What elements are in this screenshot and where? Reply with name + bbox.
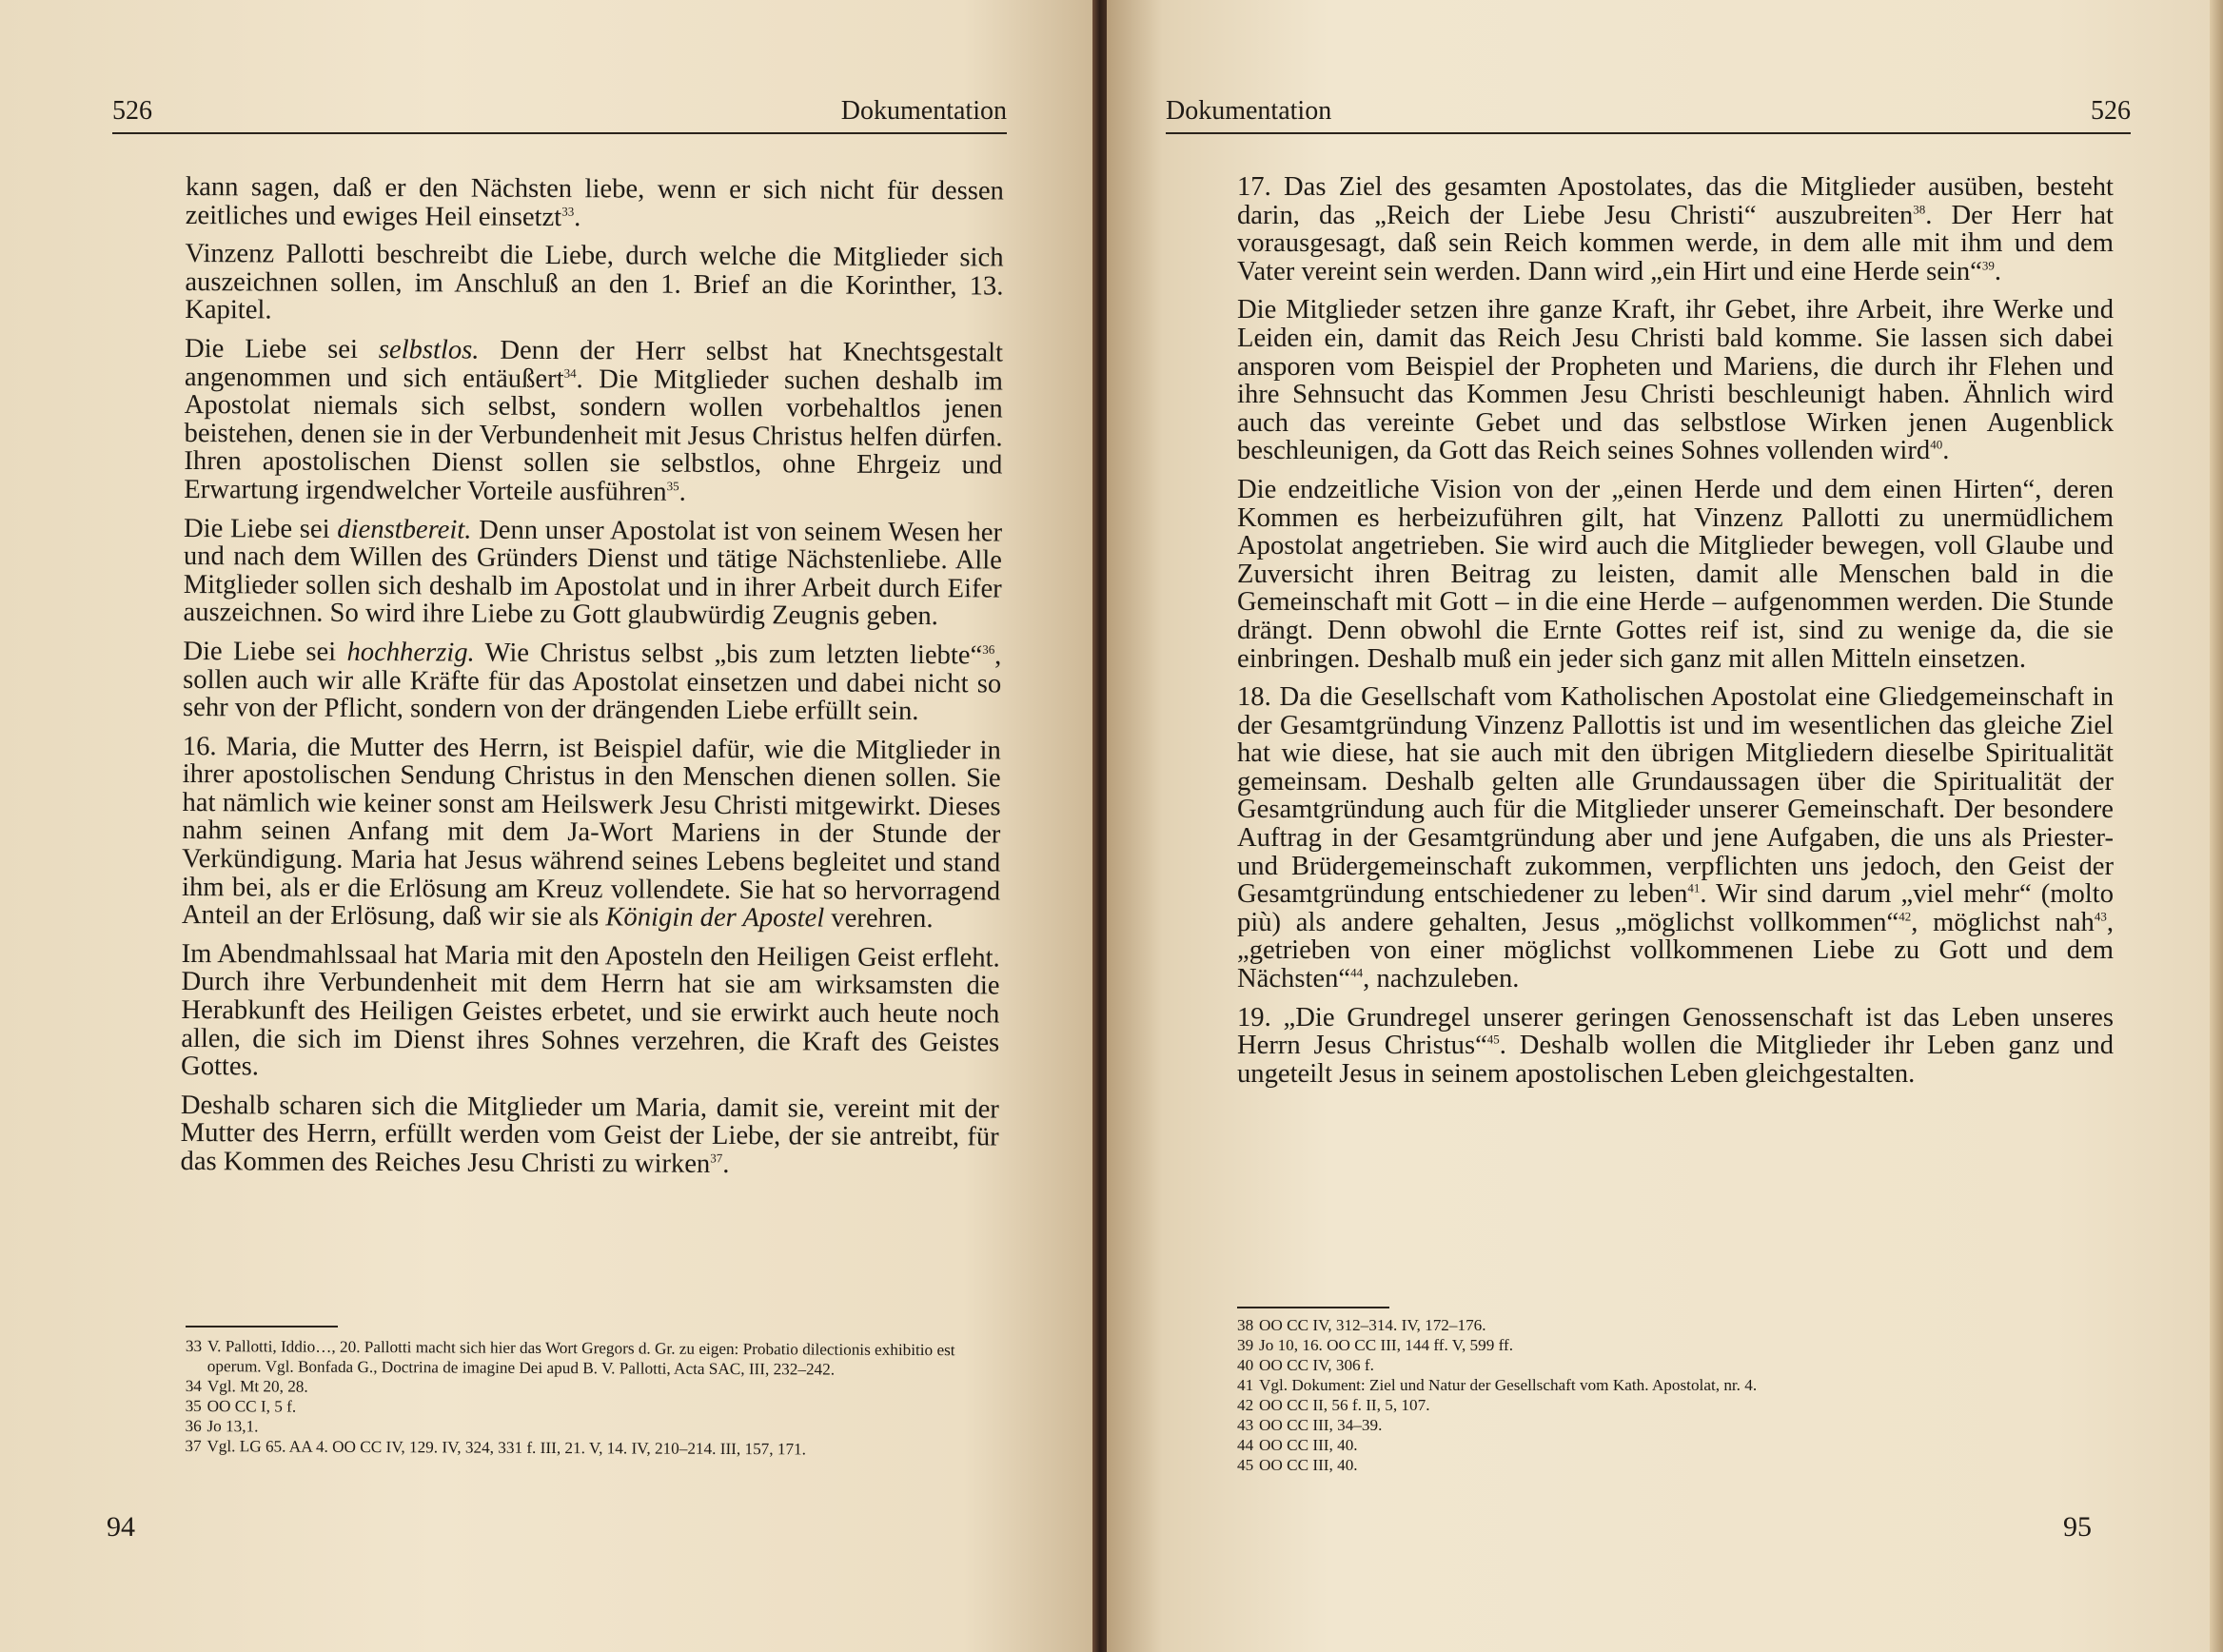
text-run: .: [679, 477, 686, 507]
text-run: verehren.: [824, 903, 934, 934]
footnote-number: 34: [185, 1376, 202, 1396]
header-page-number: 526: [112, 96, 152, 126]
paragraph: [1237, 476, 2114, 673]
text-run: .: [574, 202, 581, 232]
folio: 95: [2063, 1511, 2092, 1543]
footnote-number: 45: [1237, 1456, 1254, 1474]
text-run: Die endzeitliche Vision von der „einen Herde und dem einen Hirten“, deren Kommen es herbeizuführen gilt, hat Vinzenz Pallotti zu unermüdlichem Apostolat angetrieben. Sie wird auch die Mitglieder bewegen, voll Glaube und Zuversicht ihren Beitrag zu leisten, damit alle Menschen bald in die Gemeinschaft mit Gott – in die eine Herde – aufgenommen werden. Die Stunde drängt. Denn obwohl die Ernte Gottes reif ist, sind zu wenige da, die sie einbringen. Deshalb muß ein jeder sich ganz mit allen Mitteln einsetzen.: [1237, 474, 2114, 674]
paragraph: [184, 335, 1003, 508]
header-title: Dokumentation: [840, 96, 1007, 126]
footnote-text: Vgl. Mt 20, 28.: [207, 1377, 308, 1396]
header-page-number: 526: [2091, 96, 2131, 126]
emphasis: hochherzig.: [346, 637, 475, 668]
text-run: Die Liebe sei: [183, 636, 347, 667]
text-run: Im Abendmahlssaal hat Maria mit den Aposteln den Heiligen Geist erfleht. Durch ihre Verbundenheit mit dem Herrn hat sie am wirksamsten die Herabkunft des Heiligen Geistes erbetet, und sie erwirkt auch heute noch allen, die sich im Dienst ihres Sohnes verzehren, die Kraft des Geistes Gottes.: [181, 938, 1000, 1082]
footnote-number: 40: [1237, 1356, 1254, 1374]
footnote-number: 36: [185, 1416, 202, 1436]
footnote-text: Vgl. Dokument: Ziel und Natur der Gesellschaft vom Kath. Apostolat, nr. 4.: [1259, 1376, 1758, 1394]
footnote-number: 33: [185, 1337, 203, 1356]
text-run: , sollen auch wir alle Kräfte für das Apostolat einsetzen und dabei nicht so sehr von der Pflicht, sondern von der drängenden Liebe erfüllt sein.: [182, 640, 1002, 727]
paragraph: [184, 515, 1003, 632]
right-page: [1107, 0, 2223, 1652]
header-title: Dokumentation: [1166, 96, 1332, 126]
paragraph: [182, 733, 1001, 934]
footnote: [1237, 1375, 1903, 1395]
footnote-text: OO CC IV, 306 f.: [1259, 1356, 1374, 1374]
footnote-ref: 35: [666, 479, 679, 494]
footnote: [186, 1336, 1004, 1381]
footnote-ref: 34: [563, 365, 577, 381]
footnote-number: 37: [185, 1436, 202, 1456]
paragraph: [1237, 173, 2114, 285]
footnote-text: Vgl. LG 65. AA 4. OO CC IV, 129. IV, 324, 331 f. III, 21. V, 14. IV, 210–214. III, 157, 171.: [207, 1437, 807, 1459]
text-run: , möglichst nah: [1911, 907, 2095, 937]
paragraph: [1237, 1004, 2114, 1089]
text-run: 18. Da die Gesellschaft vom Katholischen Apostolat eine Gliedgemeinschaft in der Gesamtgründung Vinzenz Pallottis ist und im wesentlichen das gleiche Ziel hat wie diese, hat sie auch mit den übrigen Mitgliedern dieselbe Spiritualität gemeinsam. Deshalb gelten alle Grundaussagen über die Spiritualität der Gesamtgründung auch für die Mitglieder unserer Gemeinschaft. Der besondere Auftrag in der Gesamtgründung aber und jene Aufgaben, die uns als Priester- und Brüdergemeinschaft zukommen, verpflichten uns jedoch, den Geist der Gesamtgründung entschiedener zu leben: [1237, 682, 2114, 910]
footnote-ref: 44: [1350, 965, 1364, 980]
footnote-ref: 45: [1486, 1032, 1500, 1047]
body-text: [180, 173, 1004, 1190]
running-header: [112, 90, 1007, 134]
footnote: [1237, 1395, 1903, 1415]
footnote: [1237, 1455, 1903, 1475]
footnote: [185, 1436, 1003, 1461]
footnote-text: OO CC I, 5 f.: [207, 1397, 297, 1416]
text-run: 16. Maria, die Mutter des Herrn, ist Beispiel dafür, wie die Mitglieder in ihrer apostolischen Sendung Christus in den Menschen dienen sollen. Sie hat nämlich wie keiner sonst am Heilswerk Jesu Christi mitgewirkt. Dieses nahm seinen Anfang mit dem Ja-Wort Mariens in der Stunde der Verkündigung. Maria hat Jesus während seines Lebens begleitet und stand ihm bei, als er die Erlösung am Kreuz vollendete. Sie hat so hervorragend Anteil an der Erlösung, daß wir sie als: [181, 731, 1001, 933]
footnote-number: 42: [1237, 1396, 1254, 1414]
footnote-rule: [186, 1326, 338, 1328]
body-text: [1237, 173, 2114, 1098]
footnote-ref: 33: [561, 204, 575, 219]
paragraph: [1237, 296, 2114, 465]
text-run: 19. „Die Grundregel unserer geringen Genossenschaft ist das Leben unseres Herrn Jesus Christus“: [1237, 1002, 2114, 1061]
text-run: Die Liebe sei: [184, 333, 379, 365]
folio: 94: [107, 1511, 135, 1543]
footnotes: [185, 1336, 1004, 1461]
text-run: Wie Christus selbst „bis zum letzten liebte“: [474, 638, 983, 671]
footnote-text: V. Pallotti, Iddio…, 20. Pallotti macht sich hier das Wort Gregors d. Gr. zu eigen: Probatio dilectionis exhibitio est operum. Vgl. Bonfada G., Doctrina de imagine Dei apud B. V. Pallotti, Acta SAC, III, 232–242.: [207, 1337, 955, 1379]
text-run: .: [722, 1149, 730, 1180]
footnote-text: Jo 10, 16. OO CC III, 144 ff. V, 599 ff.: [1259, 1336, 1514, 1354]
footnote-ref: 37: [710, 1150, 723, 1166]
footnote-text: OO CC II, 56 f. II, 5, 107.: [1259, 1396, 1430, 1414]
text-run: Denn der Herr selbst hat Knechtsgestalt angenommen und sich entäußert: [184, 335, 1004, 394]
paragraph: [181, 940, 1000, 1085]
text-run: .: [1994, 256, 2002, 286]
paragraph: [180, 1092, 998, 1180]
text-run: Die Mitglieder setzen ihre ganze Kraft, ihr Gebet, ihre Arbeit, ihre Werke und Leiden ein, damit das Reich Jesu Christi bald komme. Sie lassen sich dabei ansporen vom Beispiel der Propheten und Mariens, die durch ihr Flehen und ihre Sehnsucht das Kommen Jesu Christi beschleunigt haben. Ähnlich wird auch das vereinte Gebet und das selbstlose Wirken jenen Augenblick beschleunigen, da Gott das Reich seines Sohnes vollenden wird: [1237, 295, 2114, 466]
footnote: [1237, 1335, 1903, 1355]
footnote-number: 39: [1237, 1336, 1254, 1354]
footnote-ref: 43: [2094, 909, 2107, 924]
footnote-ref: 38: [1913, 202, 1926, 217]
footnote-text: OO CC III, 40.: [1259, 1436, 1358, 1454]
footnotes: [1237, 1315, 1903, 1475]
footnote-ref: 41: [1687, 880, 1701, 895]
text-run: Deshalb scharen sich die Mitglieder um Maria, damit sie, vereint mit der Mutter des Herrn, erfüllt werden vom Geist der Liebe, der sie antreibt, für das Kommen des Reiches Jesu Christi zu wirken: [180, 1090, 999, 1179]
footnote-ref: 39: [1981, 258, 1995, 273]
footnote-ref: 40: [1930, 437, 1943, 452]
emphasis: selbstlos.: [378, 335, 480, 365]
paragraph: [185, 240, 1003, 328]
footnote-number: 35: [185, 1396, 202, 1416]
footnote-number: 41: [1237, 1376, 1254, 1394]
footnote-number: 43: [1237, 1416, 1254, 1434]
emphasis: Königin der Apostel: [605, 902, 825, 934]
footnote: [1237, 1415, 1903, 1435]
page-edge: [2210, 0, 2223, 1652]
text-run: , nachzuleben.: [1363, 964, 1520, 994]
text-run: . Wir sind darum „viel mehr“ (molto più) als andere gehalten, Jesus „möglichst vollkommen“: [1237, 879, 2114, 937]
paragraph: [186, 173, 1004, 234]
footnote-text: OO CC III, 40.: [1259, 1456, 1358, 1474]
text-run: Die Liebe sei: [183, 513, 338, 544]
text-run: , „getrieben von einer möglichst vollkommenen Liebe zu Gott und dem Nächsten“: [1237, 907, 2114, 994]
text-run: . Der Herr hat vorausgesagt, daß sein Reich kommen werde, in dem alle mit ihm und dem Vater vereint sein werden. Dann wird „ein Hirt und eine Herde sein“: [1237, 200, 2114, 286]
running-header: [1166, 90, 2131, 134]
footnote-ref: 36: [982, 641, 995, 657]
footnote-text: OO CC IV, 312–314. IV, 172–176.: [1259, 1316, 1486, 1334]
text-run: Denn unser Apostolat ist von seinem Wesen her und nach dem Willen des Gründers Dienst und tätige Nächstenliebe. Alle Mitglieder sollen sich deshalb im Apostolat und in ihrer Arbeit durch Eifer auszeichnen. So wird ihre Liebe zu Gott glaubwürdig Zeugnis geben.: [183, 515, 1003, 632]
footnote: [1237, 1435, 1903, 1455]
footnote-text: Jo 13,1.: [207, 1417, 259, 1436]
left-page: [0, 0, 1094, 1652]
paragraph: [183, 638, 1001, 726]
text-run: .: [1942, 436, 1950, 466]
footnote: [1237, 1315, 1903, 1335]
text-run: Vinzenz Pallotti beschreibt die Liebe, durch welche die Mitglieder sich auszeichnen sollen, im Anschluß an den 1. Brief an die Korinther, 13. Kapitel.: [185, 239, 1004, 325]
footnote-ref: 42: [1898, 909, 1912, 924]
footnote-number: 44: [1237, 1436, 1254, 1454]
footnote-rule: [1237, 1307, 1389, 1308]
paragraph: [1237, 683, 2114, 993]
footnote-number: 38: [1237, 1316, 1254, 1334]
text-run: . Deshalb wollen die Mitglieder ihr Leben ganz und ungeteilt Jesus in seinem apostolischen Leben gleichgestalten.: [1237, 1031, 2115, 1089]
text-run: 17. Das Ziel des gesamten Apostolates, das die Mitglieder ausüben, besteht darin, das „Reich der Liebe Jesu Christi“ auszubreiten: [1237, 172, 2114, 230]
text-run: kann sagen, daß er den Nächsten liebe, wenn er sich nicht für dessen zeitliches und ewiges Heil einsetzt: [185, 172, 1004, 232]
text-run: . Die Mitglieder suchen deshalb im Apostolat niemals sich selbst, sondern wollen vorbehaltlos jenen beistehen, denen sie in der Verbundenheit mit Jesus Christus helfen dürfen. Ihren apostolischen Dienst sollen sie selbstlos, ohne Ehrgeiz und Erwartung irgendwelcher Vorteile ausführen: [184, 364, 1003, 507]
footnote-text: OO CC III, 34–39.: [1259, 1416, 1383, 1434]
footnote: [1237, 1355, 1903, 1375]
emphasis: dienstbereit.: [337, 514, 472, 545]
